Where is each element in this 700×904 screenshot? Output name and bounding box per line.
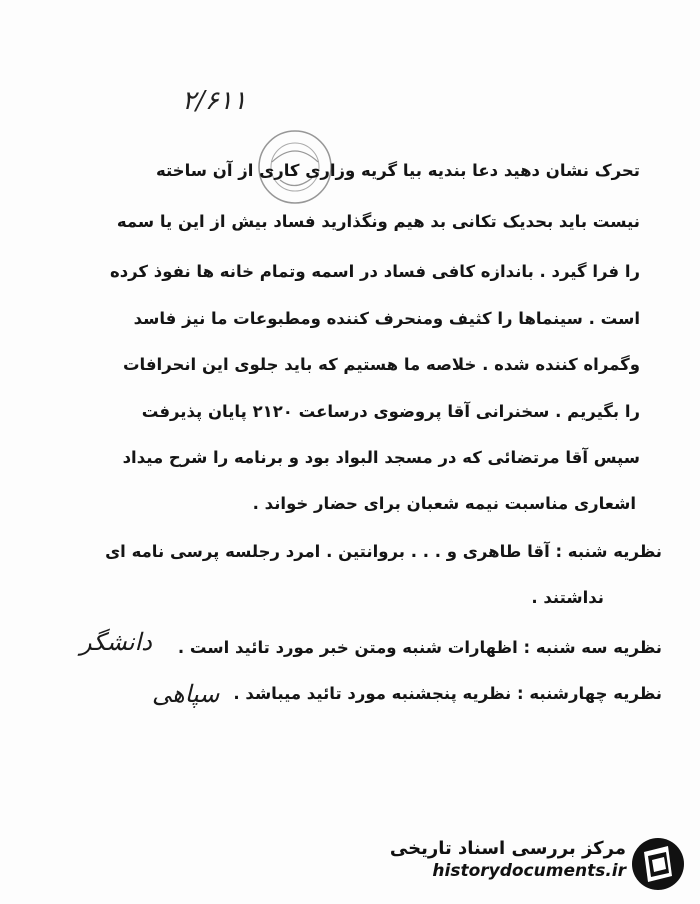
note-saturday-cont: نداشتند . [531, 588, 604, 607]
signature-sepahi: سپاهی [152, 680, 220, 708]
body-line-2: نیست باید بحدیک تکانی بد هیم ونگذارید فساد بیش از این یا سمه [116, 212, 640, 231]
watermark [389, 832, 692, 896]
body-line-4: است . سینماها را کثیف ومنحرف کننده ومطبوعات ما نیز فاسد [133, 309, 640, 328]
note-saturday: نظریه شنبه : آقا طاهری و . . . بروانتین . امرد رجلسه پرسی نامه ای [105, 542, 662, 561]
reference-number: ۲/۶۱۱ [182, 86, 247, 116]
note-tuesday: نظریه سه شنبه : اظهارات شنبه ومتن خبر مورد تائید است . [177, 638, 662, 657]
body-line-3: را فرا گیرد . باندازه کافی فساد در اسمه وتمام خانه ها نفوذ کرده [109, 262, 640, 281]
signature-daneshgar: دانشگر [80, 628, 152, 656]
watermark-title: مرکز بررسی اسناد تاریخی [389, 838, 626, 859]
archive-logo-icon [630, 836, 686, 892]
watermark-url: historydocuments.ir [432, 861, 626, 881]
body-line-5: وگمراه کننده شده . خلاصه ما هستیم که باید جلوی این انحرافات [122, 355, 640, 374]
body-line-1: تحرک نشان دهید دعا بندیه بیا گریه وزاری کاری از آن ساخته [155, 161, 640, 180]
note-wednesday: نظریه چهارشنبه : نظریه پنجشنبه مورد تائید میباشد . [233, 684, 662, 703]
body-line-8: اشعاری مناسبت نیمه شعبان برای حضار خواند . [252, 494, 636, 513]
body-line-7: سپس آقا مرتضائی که در مسجد البواد بود و برنامه را شرح میداد [122, 448, 640, 467]
body-line-6: را بگیریم . سخنرانی آقا پروضوی درساعت ۲۱۲۰ پایان پذیرفت [141, 402, 640, 421]
